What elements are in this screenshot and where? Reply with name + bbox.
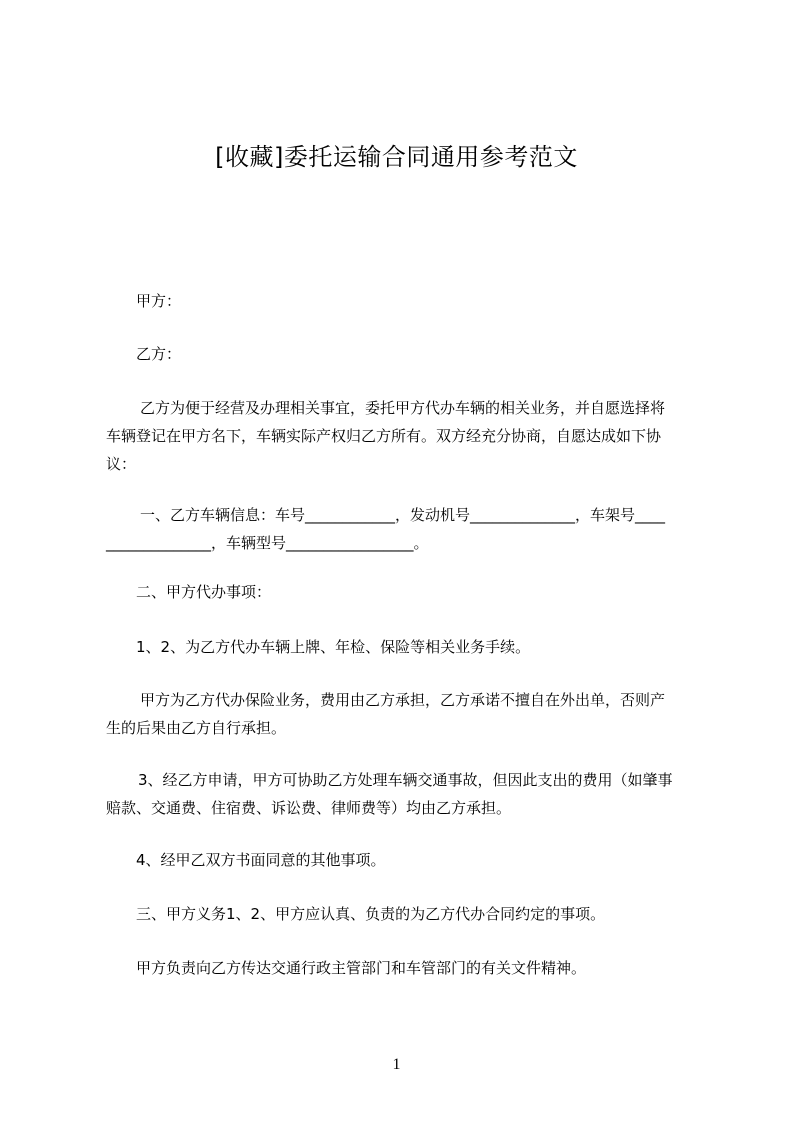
item-three-paragraph	[106, 766, 714, 822]
section-two-heading	[106, 578, 714, 606]
text-line: 二、甲方代办事项：	[136, 583, 272, 601]
text-line: 1、2、为乙方代办车辆上牌、年检、保险等相关业务手续。	[136, 638, 531, 656]
party-a-obligation-paragraph	[106, 954, 714, 982]
text-line: 4、经甲乙双方书面同意的其他事项。	[136, 851, 386, 869]
vehicle-info-paragraph	[106, 501, 714, 557]
text-line: 议：	[106, 455, 137, 473]
text-line: 赔款、交通费、住宿费、诉讼费、律师费等）均由乙方承担。	[106, 799, 512, 817]
text-line: 甲方负责向乙方传达交通行政主管部门和车管部门的有关文件精神。	[136, 959, 587, 977]
party-a-paragraph	[106, 287, 714, 315]
item-one-two-paragraph	[106, 633, 714, 661]
intro-paragraph	[106, 394, 714, 478]
text-line: 3、经乙方申请，甲方可协助乙方处理车辆交通事故，但因此支出的费用（如肇事	[138, 771, 673, 789]
page-number: 1	[392, 1056, 401, 1073]
section-three-paragraph	[106, 900, 714, 928]
text-line: 一、乙方车辆信息：车号____________，发动机号______________，车架号____	[140, 506, 666, 524]
text-line: 乙方为便于经营及办理相关事宜，委托甲方代办车辆的相关业务，并自愿选择将	[140, 399, 666, 417]
text-line: 车辆登记在甲方名下，车辆实际产权归乙方所有。双方经充分协商，自愿达成如下协	[106, 427, 662, 445]
text-line: 生的后果由乙方自行承担。	[106, 719, 287, 737]
text-line: 三、甲方义务1、2、甲方应认真、负责的为乙方代办合同约定的事项。	[136, 905, 606, 923]
party-b-paragraph	[106, 340, 714, 368]
text-line: 乙方：	[136, 345, 182, 363]
item-four-paragraph	[106, 846, 714, 874]
text-line: 甲方：	[136, 292, 182, 310]
text-line: ______________，车辆型号_________________。	[106, 534, 429, 552]
document-title: [收藏]委托运输合同通用参考范文	[215, 143, 578, 171]
insurance-paragraph	[106, 686, 714, 742]
text-line: 甲方为乙方代办保险业务，费用由乙方承担，乙方承诺不擅自在外出单，否则产	[140, 691, 666, 709]
